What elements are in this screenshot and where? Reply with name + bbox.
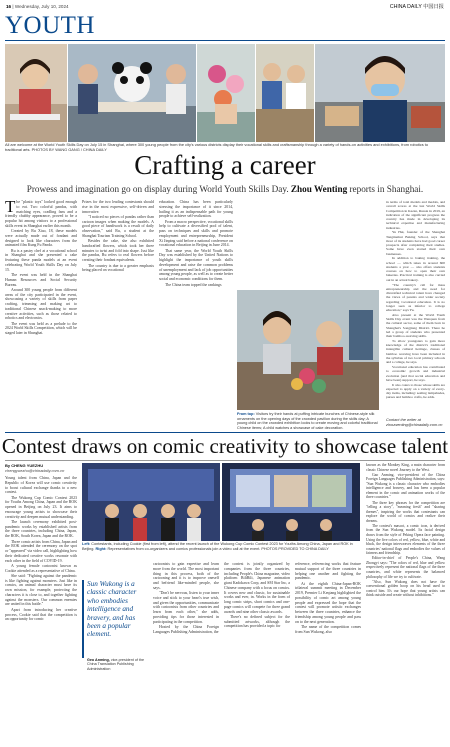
caption-label: Left: — [82, 542, 91, 546]
mid-photo-caption — [237, 412, 379, 430]
article1-para: The event was held in the Shanghai Human Resources and Social Security Bureau. — [5, 273, 77, 287]
article2-col3 — [224, 562, 290, 630]
article2-para: Gao Anming, vice-president of the China Foreign Languages Publishing Administration, says: "Sun Wukong is a classic character who embodies intelligence and bravery, and has been a popular element in the comic and animation works of the three countries." — [366, 472, 445, 500]
deck-tail: reports in Shanghai. — [349, 184, 424, 194]
section-rule — [5, 40, 445, 41]
bottom-photo-strip — [82, 463, 360, 541]
article2-col5 — [366, 463, 445, 598]
masthead-chinese: 中国日报 — [423, 4, 444, 10]
caption-text: Visitors try their hands at puffing intricate bunches of Chinese-style silk ornaments on the opening days of the crowded pavilion during the skills day; A young child on the crowded exhibition looks to create moving and colorful traditional Chinese items; A child watches a showcase of cake decoration. — [237, 412, 378, 430]
article2-para: known as the Monkey King, a main character from classic Chinese novel Journey to the West. — [366, 463, 445, 472]
article1-para: Besides the cake, she also exhibited handcrafted flowers, which took her three minutes to twist and fold into shape. Just like the pandas, Ru refers to real flowers before creating their fondant equivalents. — [82, 239, 154, 263]
byline-name: By CHENG YUEZHU — [5, 463, 44, 468]
contact-label: Contact the writer at — [386, 417, 421, 422]
article1-para: Created by Ru Xiao, 18, these models were actually made out of fondant and designed to look like characters from the animated film Kung Fu Panda. — [5, 229, 77, 248]
quote-title: vice-president of the China Translation Publishing Administration — [87, 658, 145, 671]
story-divider-2 — [5, 460, 445, 461]
byline-email[interactable]: chengyuezhu@chinadaily.com.cn — [5, 468, 65, 473]
deck — [0, 184, 450, 195]
issue-date: Wednesday, July 10, 2024 — [14, 4, 69, 9]
article2-para: A young female cartoonist known as Cookie attended as a representative of China. — [5, 563, 77, 573]
article2-para: Three comic artists from China, Japan and the ROK attended the ceremony on the spot or "appeared" via video call, highlighting how their dedicated creative works resonate with each other in the field of COVID-19. — [5, 539, 78, 563]
article2-para: There's no defined subject for the submitted artworks, although the competition has provided a topic for — [224, 614, 290, 629]
article2-col2 — [153, 562, 219, 635]
article2-para: Hosted by the China Foreign Languages Publishing Administration, the — [153, 624, 219, 634]
article2-para: Young talent from China, Japan and the Republic of Korea will use comic creativity to boost cultural exchange thanks to a new contest. — [5, 476, 77, 495]
quote-bar — [82, 580, 84, 658]
article1-para: The "plastic toys" looked good enough to eat. Two colorful pandas, with matching eyes, cradling fans and a friendly chubby appearance, proved to be a popular hit among visitors to a professional skills event in Shanghai earlier this month. — [5, 197, 77, 228]
caption-text: Representatives from co-organizers and comics professionals join a video call at the event. PHOTOS PROVIDED TO CHINA DAILY — [107, 546, 329, 551]
article2-para: At the eighth China-Japan-ROK trilateral summit meeting in December 2019, Premier Li Keqiang highlighted the possibility of comic art among young people and expressed the hope that the contest will promote artistic exchanges between the three countries, enhance the friendship among young people and pass on to the next generation. — [295, 581, 361, 624]
article2-para: The launch ceremony exhibited post-pandemic works by established artists from the three countries, including China, Japan, the ROK, South Korea, Japan and the ROK. — [5, 519, 77, 539]
article2-para: Apart from introducing her creative process, Cookie said that the competition is an opportunity for comic — [5, 607, 77, 622]
article2-para: "Don't be nervous, listen to your inner voice and stick to your heart's true wish, and given the opportunities, communicate with cartoonists from other countries and learn from each other," she adds, providing tips for those interested in participating in the competition. — [153, 591, 219, 624]
top-photo-strip — [5, 44, 445, 142]
section-title: YOUTH — [5, 12, 95, 39]
quote-name: Geo Anming, — [87, 658, 110, 662]
article1-para: Also present at the World Youth Skills Day event was the Wenquan from the cultural sector, some of them born in Shanghai's Songjiang District. There he led a group of students who presented their bamboo-weaving skills. — [386, 312, 445, 339]
article1-para: From a macro perspective, vocational skills help to cultivate a diversified pool of talent, pass on techniques and skills and promote employment and entrepreneurship, President Xi Jinping said before a national conference on vocational education in Beijing in June 2014. — [159, 219, 233, 248]
pull-quote — [82, 580, 148, 678]
article1-para: The China team topped the rankings — [165, 282, 222, 287]
quote-text: Sun Wukong is a classic character who embodies intelligence and bravery, and has been a popular element. — [87, 580, 137, 639]
photo-flower-craft — [197, 44, 255, 142]
masthead — [390, 3, 444, 10]
article1-para: Prizes for the two leading contestants should rise in the most expressive, self-driven and innovative. — [82, 200, 154, 214]
article1-para: That same year, the World Youth Skills Day was established by the United Nations to highlight the importance of youth skills development and raise the common problems of unemployment and lack of job opportunities among young people, as well as to create better social and economic conditions for them. — [159, 248, 233, 282]
article1-col1 — [5, 197, 77, 337]
article1-para: "I noticed no pieces of pandas rather than cartoon images when making the models. A good piece of handiwork is a result of daily observation," said Ru, a student at the Shanghai Tourism Training School. — [82, 214, 154, 238]
article2-para: The three key phrases for the competition are "telling a story", "meaning fresh" and "sharing themes", inspiring the works that contestants can explore the world of comics and realize their dreams. — [366, 500, 445, 523]
article2-para: reference, referencing works that feature mutual support of the three countries in helping one another and fighting the pandemic. — [295, 562, 361, 581]
page-header — [0, 0, 450, 46]
article1-para: Around 300 young people from different areas of the city participated in the event, showcasing a variety of skills from paper crafting, trimming and making art to traditional Chinese snack-making to more creative activities, such as those related to robotics and electronics. — [5, 287, 77, 321]
article2-para: cartoonists to gain expertise and learn more from the world. The most important thing in this process, both of the cartooning and it is to improve oneself and befriend like-minded people, she says. — [153, 562, 219, 590]
article1-col4 — [386, 200, 445, 400]
bottom-photo-caption — [82, 542, 360, 551]
article1-para: To allow youngsters to gain more knowledge of the district's traditional intangible cultural heritage, classes of bamboo weaving have been included in the syllabus of two local primary schools and a college, he says. — [386, 338, 445, 365]
photo-pastry-panda — [68, 44, 196, 142]
deck-author: Zhou Wenting — [290, 184, 348, 194]
caption-label: From top: — [237, 412, 255, 416]
article1-para: The event was held as a prelude to the 2024 World Skills Competition, which will be staged later in Shanghai. — [5, 321, 77, 336]
article2-para: The Wukong Cup Comic Contest 2023 for Youths Among China, Japan and the ROK opened in Beijing on July 23. It aims to encourage young artists to showcase their creativity and deepen mutual understanding. — [5, 495, 77, 519]
article2-para: the contest is jointly organized by companies from the three countries, including People's China magazine, video platform BiliBili, Japanese animation giant Kadokawa Corp, and SM Star Inc, a Chinese company with a focus on comics. It covers new and classic, for sustainable works and ever, in. Works in the form of long comic strips, short comics and one-page comics will compete for three grand awards and nine other classic awards. — [224, 562, 290, 614]
article1-para: It also caters to those whose skills are expected to apply on a variety of every-day items, including: sealing lampshades, purses and bamboo crafts, he adds. — [386, 382, 445, 400]
article2-para: The name of the competition comes from Sun Wukong, also — [295, 624, 361, 634]
contact-note — [386, 418, 445, 427]
article1-para: Yu Hui, founder of the Shanghai Tangtianhui Baking School, says that most of its students have had good career prospects after completing their studies. Some have even started their own businesses. — [386, 230, 445, 256]
folio: 16 | Wednesday, July 10, 2024 — [6, 4, 69, 9]
article2-para: Editor-in-chief of People's China, Wang Zhongyi says: "The colors of red, blue and yellow respectively represent the national flags of the three countries, and white represents the balanced philosophy of life we try to cultivate. — [366, 556, 445, 579]
quote-attribution — [87, 658, 147, 671]
article1-para: Vocational education has contributed to economic growth and industrial evolution (and that social education and have been) support, he says. — [386, 365, 445, 382]
article2-para: "Also, Sun Wukong does not have the conventional golden hoop on his head used to control him. It's our hope that young artists can think outside and create without inhibitions." — [366, 579, 445, 598]
article2-para: The contest's mascot, a comic icon, is derived from the Sun Wukong model. Its facial design draws from the style of Peking Opera face painting. Using the five colors of red, yellow, blue, white and black, the design interweaves elements of the three countries' national flags and embodies the values of fairness and friendship. — [366, 523, 445, 556]
photo-silk-ornaments — [237, 290, 379, 410]
photo-group-table — [256, 44, 314, 142]
photo-masked-student — [315, 44, 445, 142]
photo-video-call — [222, 463, 360, 541]
photo-contest-launch — [82, 463, 220, 541]
article1-para: In addition to baking training, the school — which takes in around 600 students a year — also offers students courses on how to open their own bakeries. Practical training is also carried out in an actual bakery. — [386, 256, 445, 282]
headline: Crafting a career — [134, 150, 316, 180]
masthead-name: CHINA DAILY — [389, 4, 422, 10]
article1-para: The country is due to a greater emphasis being placed on vocational — [82, 263, 154, 273]
article2-para: She said: "Fighting against the pandemic is like fighting against monsters. Just like in comics, an animal character must have its own mission, for example, protecting the characters it is close to, and together fighting against the monsters. Our common enemies are united in this battle." — [5, 573, 77, 607]
contact-email[interactable]: zhouwenting@chinadaily.com.cn — [386, 421, 443, 427]
caption-text: Contestants, including Cookie (first from left), attend the recent launch of the Wukong Cup Comic Contest 2023 for Youths Among China, Japan and ROK in Beijing. — [82, 542, 353, 551]
article2-col1 — [5, 476, 77, 623]
article2-col4 — [295, 562, 361, 635]
article1-para: Ru is a pastry chef at a vocational school in Shanghai and she presented a cake featuring these panda models at an event celebrating World Youth Skills Day on July 15. — [5, 248, 77, 272]
article1-para: "The country's call for mass entrepreneurship and the need for diversified technical talent have changed the views of parents and wider society regarding vocational education. It is no longer seen as inferior to college education," says Yu. — [386, 282, 445, 313]
top-photo-caption: All are welcome at the World Youth Skills Day on July 15 in Shanghai, where 300 young people from the city's various districts display their vocational skills and craftsmanship through a variety of hands-on activities and exhibitions, from robotics to traditional arts. PHOTOS BY WANG GANG / CHINA DAILY — [5, 142, 429, 152]
article1-col3 — [159, 200, 233, 288]
photo-girl-crafting — [5, 44, 67, 142]
deck-text: Prowess and imagination go on display during World Youth Skills Day. — [26, 184, 289, 194]
dropcap: T — [5, 197, 16, 216]
article1-para: in terms of total medals and medals, and overall scores at the last World Skills Competition in Kazan, Russia in 2019, an indication of the significant progress the country has made in developing its technical expertise and manufacturing industries. — [386, 200, 445, 230]
article1-para: education. China has been particularly stressing the importance of it since 2014, hailing it as an indispensable path for young people to achieve self-realization. — [159, 200, 233, 219]
headline-2: Contest draws on comic creativity to showcase talent — [1, 434, 449, 458]
page-number: 16 — [6, 4, 12, 9]
caption-label: Right: — [95, 546, 107, 551]
article1-col2 — [82, 200, 154, 274]
byline-2 — [5, 463, 64, 473]
